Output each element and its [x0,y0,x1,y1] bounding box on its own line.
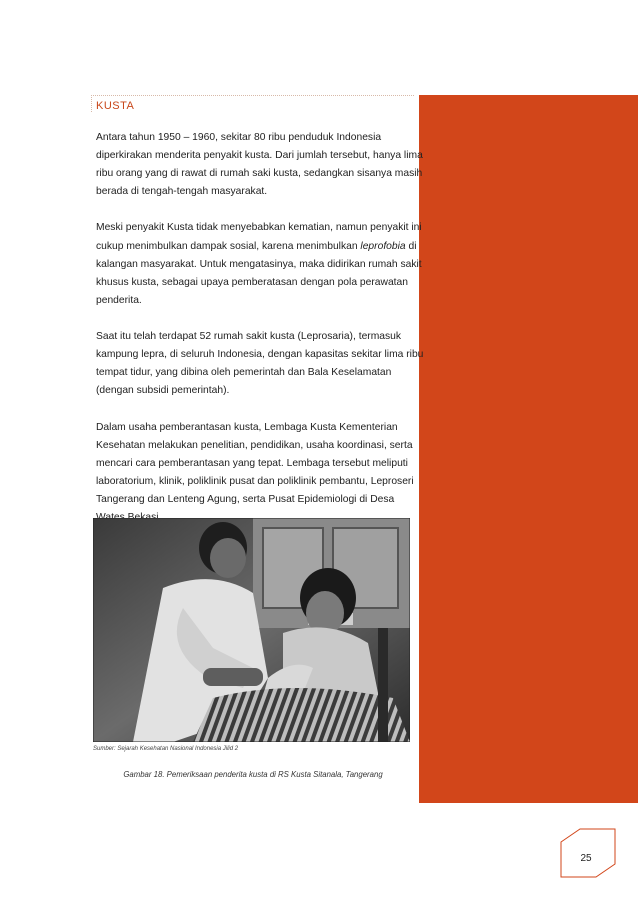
decorative-orange-panel [419,95,638,803]
section-heading: KUSTA [96,100,135,112]
photo-source: Sumber: Sejarah Kesehatan Nasional Indonesia Jilid 2 [93,746,239,752]
paragraph-4: Dalam usaha pemberantasan kusta, Lembaga Kusta Kementerian Kesehatan melakukan penelitian, pendidikan, usaha koordinasi, serta mencari cara pemberantasan yang tepat. Lembaga tersebut meliputi laboratorium, klinik, poliklinik pusat dan poliklinik pembantu, Leproseri Tangerang dan Lenteng Agung, serta Pusat Epidemiologi di Desa [96,421,414,505]
paragraph-3: Saat itu telah terdapat 52 rumah sakit kusta (Leprosaria), termasuk kampung lepra, di seluruh Indonesia, dengan kapasitas sekitar lima ribu tempat tidur, yang dibina oleh pemerintah dan Bala Keselamatan (dengan subsidi pemerintah). [96,331,424,397]
paragraph-2-end: di kalangan masyarakat. Untuk mengatasinya, maka didirikan rumah sakit khusus kusta, sebagai upaya pemberatasan dengan pola perawatan penderita. [96,240,422,306]
figure-caption: Gambar 18. Pemeriksaan penderita kusta di RS Kusta Sitanala, Tangerang [123,770,383,779]
historical-photo [93,518,410,742]
paragraph-2 [96,219,424,309]
page-number: 25 [580,853,592,864]
paragraph-2-italic-term: leprofobia [360,240,406,252]
paragraph-1: Antara tahun 1950 – 1960, sekitar 80 ribu penduduk Indonesia diperkirakan menderita penyakit kusta. Dari jumlah tersebut, hanya lima ribu orang yang di rawat di rumah saki kusta, sedangkan sisanya masih berada di tengah-tengah masyarakat. [96,132,423,198]
paragraph-2-start: Meski penyakit Kusta tidak menyebabkan kematian, namun penyakit ini cukup menimbulkan dampak sosial, karena menimbulkan [96,222,422,252]
photo-illustration [93,518,410,742]
article-body [96,129,424,545]
heading-frame [91,95,414,112]
